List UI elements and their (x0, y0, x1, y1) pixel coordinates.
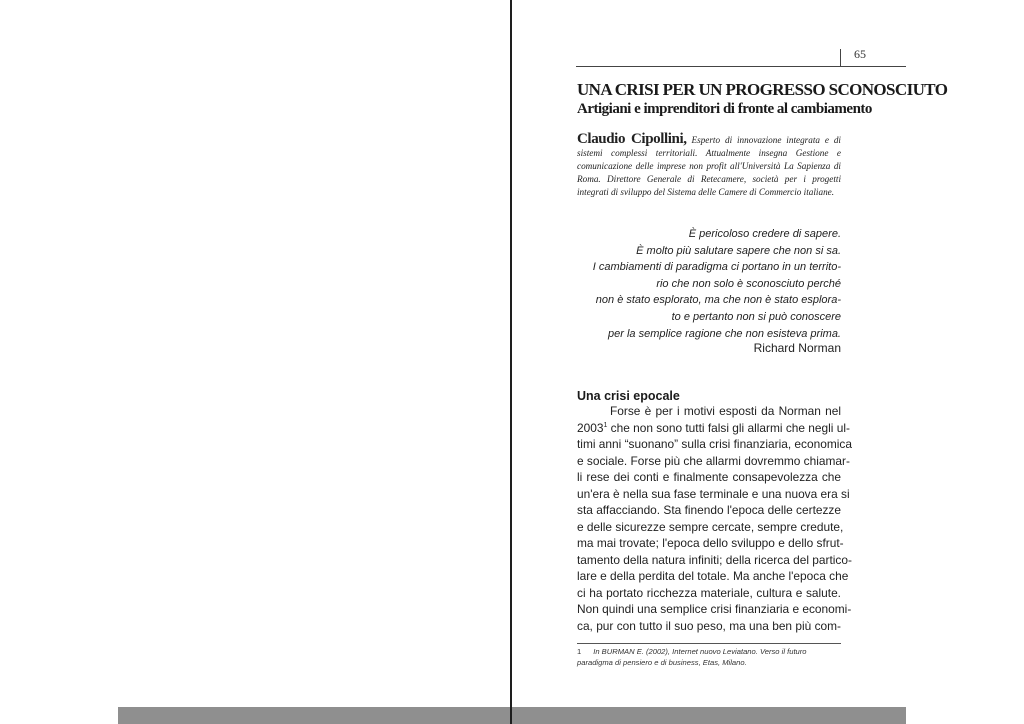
footnote-ref: 1 (603, 421, 608, 429)
body-line: sta affacciando. Sta finendo l'epoca delle certezze (577, 503, 841, 517)
footnote-rule (577, 643, 841, 644)
body-line (577, 420, 850, 437)
author-bio-text: Esperto di innovazione integrata e di sistemi complessi territoriali. Attualmente insegna Gestione e comunicazione delle imprese non profit all'Università La Sapienza di Roma. Direttore Generale di Retecamere, società per i progetti integrati di sviluppo del Sistema delle Camere di Commercio italiane. (577, 135, 841, 198)
body-paragraph (577, 403, 852, 634)
body-line: Forse è per i motivi esposti da Norman nel (610, 404, 841, 418)
body-line: ma mai trovate; l'epoca dello sviluppo e dello sfrut- (577, 536, 844, 550)
footnote-text: In BURMAN E. (2002), Internet nuovo Leviatano. Verso il futuro paradigma di pensiero e di business, Etas, Milano. (577, 647, 807, 667)
header-divider (840, 49, 841, 66)
epigraph-line: rio che non solo è sconosciuto perché (656, 277, 841, 290)
header-rule (576, 66, 906, 67)
chapter-subtitle: Artigiani e imprenditori di fronte al cambiamento (577, 101, 872, 117)
epigraph-line: per la semplice ragione che non esisteva prima. (608, 327, 841, 340)
footnote (577, 647, 841, 668)
body-line: un'era è nella sua fase terminale e una nuova era si (577, 486, 850, 501)
body-line: lare e della perdita del totale. Ma anche l'epoca che (577, 569, 849, 583)
page-number: 65 (854, 47, 866, 61)
epigraph-author: Richard Norman (753, 341, 841, 355)
blank-left-page (0, 0, 511, 724)
body-line: ci ha portato ricchezza materiale, cultura e salute. (577, 585, 841, 600)
epigraph-line: È molto più salutare sapere che non si sa. (636, 244, 841, 257)
section-heading: Una crisi epocale (577, 389, 680, 403)
body-line: Non quindi una semplice crisi finanziaria e economi- (577, 602, 852, 616)
epigraph-line: I cambiamenti di paradigma ci portano in un territo- (592, 261, 841, 274)
author-name: Claudio Cipollini, (577, 131, 687, 147)
author-bio (577, 133, 841, 199)
epigraph-line: to e pertanto non si può conoscere (671, 310, 841, 323)
epigraph-line: È pericoloso credere di sapere. (688, 228, 841, 240)
bottom-band-right (512, 707, 906, 724)
body-line: timi anni “suonano” sulla crisi finanziaria, economica (577, 437, 852, 451)
bottom-band-left (118, 707, 510, 724)
footnote-number: 1 (577, 647, 582, 656)
page-gutter (510, 0, 512, 724)
epigraph-line: non è stato esplorato, ma che non è stato esplora- (595, 294, 841, 307)
body-line: e delle sicurezze sempre cercate, sempre credute, (577, 519, 844, 534)
body-line: e sociale. Forse più che allarmi dovremmo chiamar- (577, 453, 850, 468)
epigraph (577, 226, 841, 342)
chapter-title: UNA CRISI PER UN PROGRESSO SCONOSCIUTO (577, 80, 948, 99)
body-line: tamento della natura infiniti; della ricerca del partico- (577, 552, 852, 567)
body-line-rest: che non sono tutti falsi gli allarmi che negli ul- (610, 420, 850, 435)
body-line: ca, pur con tutto il suo peso, ma una ben più com- (577, 618, 841, 633)
body-line: li rese dei conti e finalmente consapevolezza che (577, 470, 841, 484)
body-line-start: 2003 (577, 420, 604, 435)
